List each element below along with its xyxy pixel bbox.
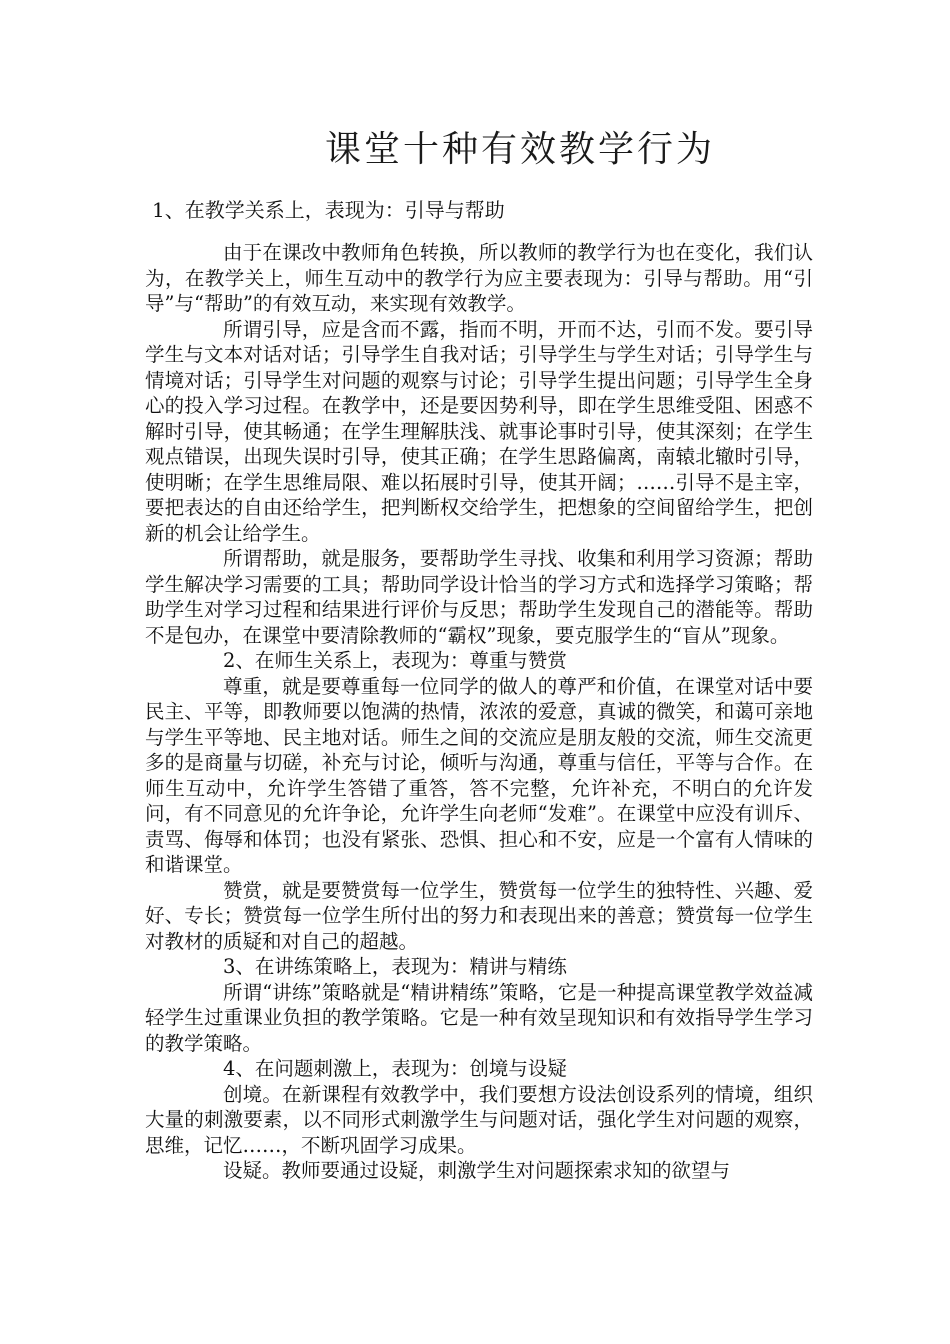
- paragraph-help: 所谓帮助，就是服务，要帮助学生寻找、收集和利用学习资源；帮助学生解决学习需要的工具；帮助同学设计恰当的学习方式和选择学习策略；帮助学生对学习过程和结果进行评价与反思；帮助学生发现自己的潜能等。帮助不是包办，在课堂中要清除教师的“霸权”现象，要克服学生的“盲从”现象。: [145, 547, 813, 647]
- paragraph-appreciation: 赞赏，就是要赞赏每一位学生，赞赏每一位学生的独特性、兴趣、爱好、专长；赞赏每一位学生所付出的努力和表现出来的善意；赞赏每一位学生对教材的质疑和对自己的超越。: [145, 878, 813, 953]
- document-title: 课堂十种有效教学行为: [324, 129, 715, 170]
- section-heading-2: 2、在师生关系上，表现为：尊重与赞赏: [223, 649, 567, 672]
- paragraph-guidance: 所谓引导，应是含而不露，指而不明，开而不达，引而不发。要引导学生与文本对话对话；引导学生自我对话；引导学生与学生对话；引导学生与情境对话；引导学生对问题的观察与讨论；引导学生提出问题；引导学生全身心的投入学习过程。在教学中，还是要因势利导，即在学生思维受阻、困惑不解时引导，使其畅通；在学生理解肤浅、就事论事时引导，使其深刻；在学生观点错误，出现失误时引导，使其正确；在学生思路偏离，南辕北辙时引导，使明晰；在学生思维局限、难以拓展时引导，使其开阔；……引导不是主宰，要把表达的自由还给学生，把判断权交给学生，把想象的空间留给学生，把创新的机会让给学生。: [145, 317, 813, 545]
- section-heading-4: 4、在问题刺激上，表现为：创境与设疑: [223, 1057, 567, 1080]
- document-body: [145, 240, 813, 1184]
- paragraph-intro: 由于在课改中教师角色转换，所以教师的教学行为也在变化，我们认为，在教学关上，师生互动中的教学行为应主要表现为：引导与帮助。用“引导”与“帮助”的有效互动，来实现有效教学。: [145, 241, 813, 315]
- section-heading-3: 3、在讲练策略上，表现为：精讲与精练: [223, 955, 567, 978]
- paragraph-lecture-practice: 所谓“讲练”策略就是“精讲精练”策略，它是一种提高课堂教学效益减轻学生过重课业负担的教学策略。它是一种有效呈现知识和有效指导学生学习的教学策略。: [145, 980, 813, 1055]
- paragraph-pose-questions: 设疑。教师要通过设疑，刺激学生对问题探索求知的欲望与: [223, 1159, 731, 1182]
- paragraph-create-context: 创境。在新课程有效教学中，我们要想方设法创设系列的情境，组织大量的刺激要素，以不同形式刺激学生与问题对话，强化学生对问题的观察，思维，记忆……，不断巩固学习成果。: [145, 1082, 813, 1157]
- section-heading-1: 1、在教学关系上，表现为：引导与帮助: [152, 198, 505, 222]
- paragraph-respect: 尊重，就是要尊重每一位同学的做人的尊严和价值，在课堂对话中要民主、平等，即教师要以饱满的热情，浓浓的爱意，真诚的微笑，和蔼可亲地与学生平等地、民主地对话。师生之间的交流应是朋友般的交流，师生交流更多的是商量与切磋，补充与讨论，倾听与沟通，尊重与信任，平等与合作。在师生互动中，允许学生答错了重答，答不完整，允许补充，不明白的允许发问，有不同意见的允许争论，允许学生向老师“发难”。在课堂中应没有训斥、责骂、侮辱和体罚；也没有紧张、恐惧、担心和不安，应是一个富有人情味的和谐课堂。: [145, 674, 813, 876]
